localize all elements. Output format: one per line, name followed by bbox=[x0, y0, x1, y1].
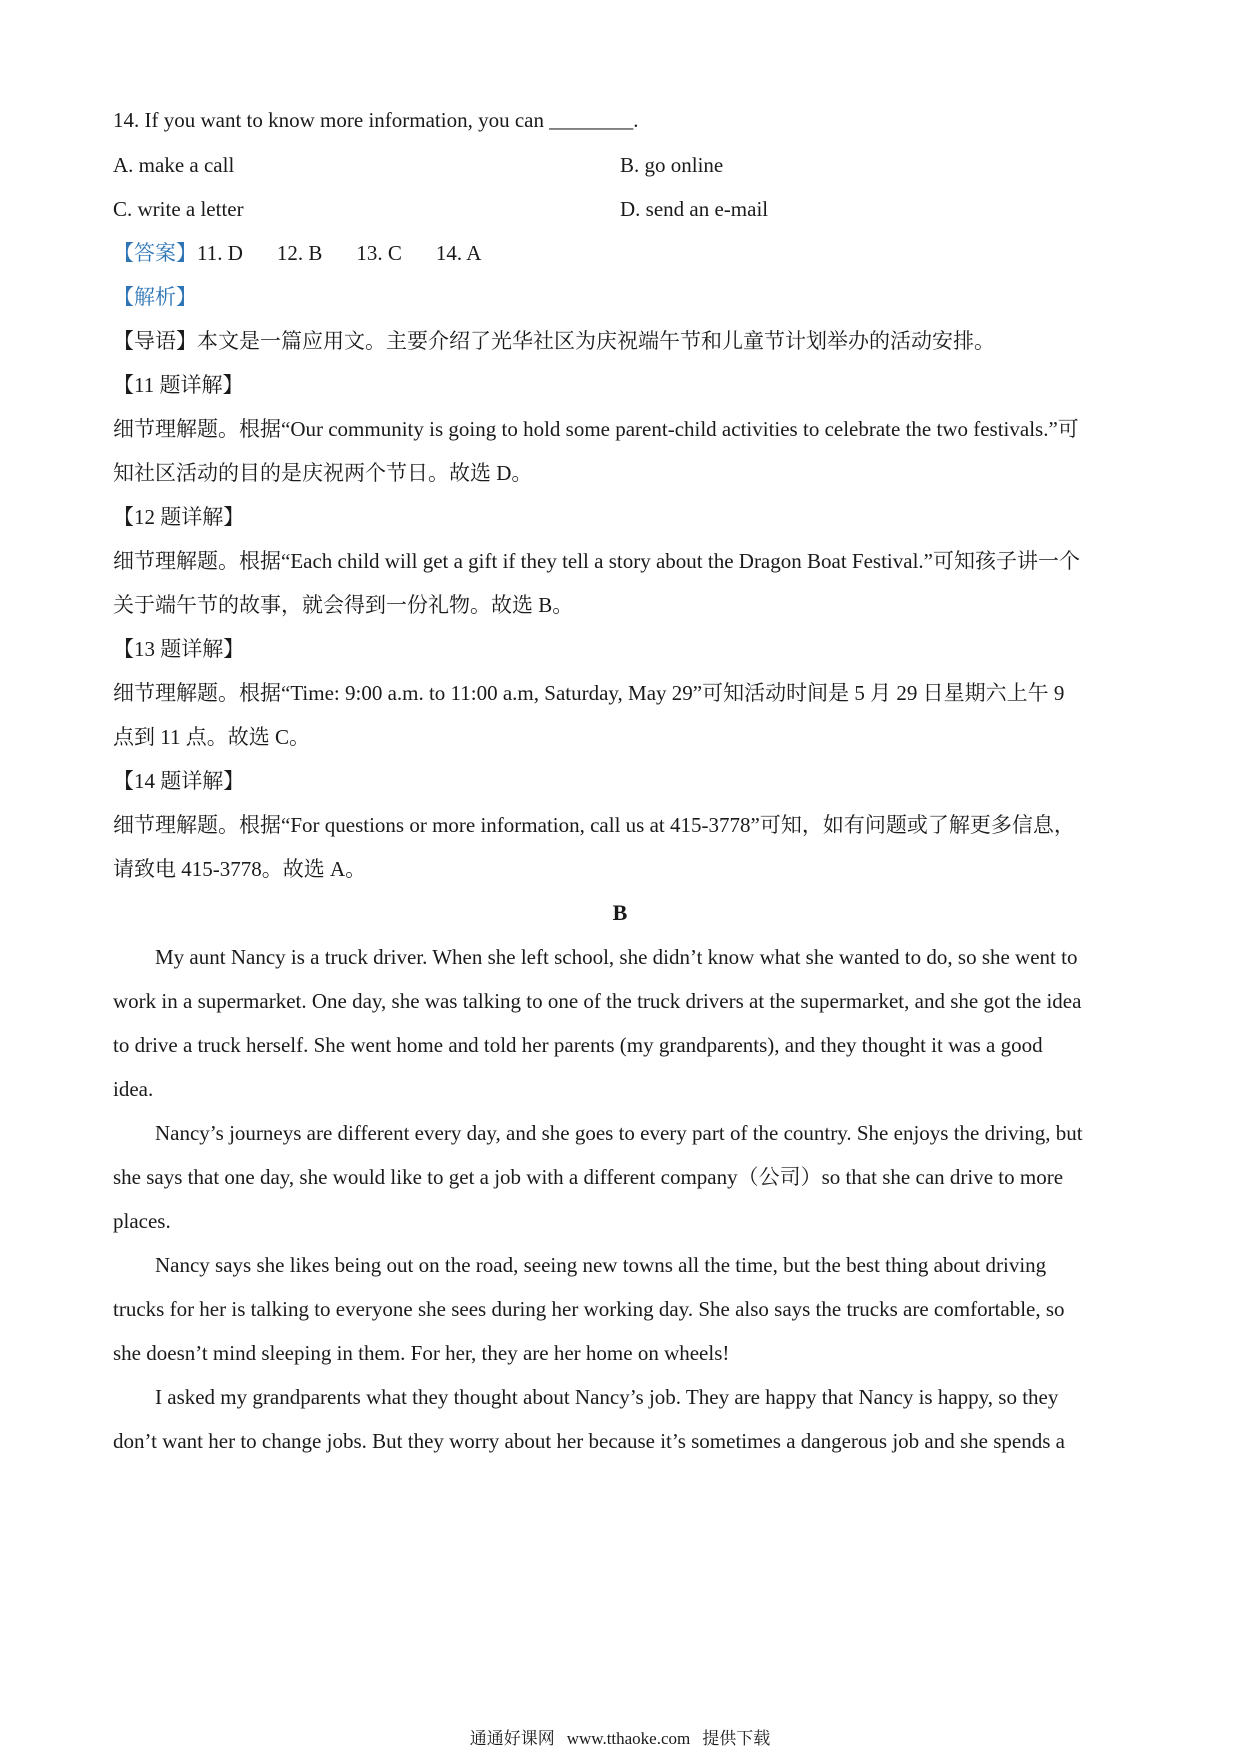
section-b-title: B bbox=[612, 900, 628, 925]
detail-line: 请致电 415-3778。故选 A。 bbox=[113, 857, 367, 881]
intro: 【导语】本文是一篇应用文。主要介绍了光华社区为庆祝端午节和儿童节计划举办的活动安排。 bbox=[113, 329, 995, 353]
detail-line: 细节理解题。根据“Our community is going to hold some parent-child activities to celebrate the two festivals.”可 bbox=[113, 417, 1079, 441]
passage-line: trucks for her is talking to everyone she sees during her working day. She also says the trucks are comfortable, so bbox=[113, 1297, 1065, 1321]
detail-line: 细节理解题。根据“For questions or more information, call us at 415-3778”可知，如有问题或了解更多信息， bbox=[113, 813, 1075, 837]
answer-item: 14. A bbox=[435, 241, 482, 265]
passage-line: places. bbox=[113, 1209, 171, 1233]
answer-line bbox=[113, 238, 1133, 268]
option-d: D. send an e-mail bbox=[620, 197, 769, 221]
passage-line: Nancy says she likes being out on the road, seeing new towns all the time, but the best thing about driving bbox=[155, 1253, 1047, 1277]
page-footer bbox=[0, 1728, 1240, 1750]
passage-line: she says that one day, she would like to get a job with a different company（公司）so that she can drive to more bbox=[113, 1165, 1064, 1189]
footer-url[interactable]: www.tthaoke.com bbox=[566, 1729, 691, 1748]
detail-heading: 【13 题详解】 bbox=[113, 637, 245, 661]
detail-line: 点到 11 点。故选 C。 bbox=[113, 725, 310, 749]
detail-heading: 【11 题详解】 bbox=[113, 373, 244, 397]
passage-line: Nancy’s journeys are different every day, and she goes to every part of the country. She enjoys the driving, but bbox=[155, 1121, 1083, 1145]
detail-line: 细节理解题。根据“Time: 9:00 a.m. to 11:00 a.m, Saturday, May 29”可知活动时间是 5 月 29 日星期六上午 9 bbox=[113, 681, 1065, 705]
answer-item: 11. D bbox=[197, 241, 243, 265]
option-a: A. make a call bbox=[113, 153, 235, 177]
passage-line: to drive a truck herself. She went home and told her parents (my grandparents), and they thought it was a good bbox=[113, 1033, 1043, 1057]
detail-line: 细节理解题。根据“Each child will get a gift if they tell a story about the Dragon Boat Festival.”可知孩子讲一个 bbox=[113, 549, 1080, 573]
passage-line: I asked my grandparents what they thought about Nancy’s job. They are happy that Nancy is happy, so they bbox=[155, 1385, 1059, 1409]
answer-item: 13. C bbox=[356, 241, 402, 265]
option-c: C. write a letter bbox=[113, 197, 244, 221]
footer-tail: 提供下载 bbox=[702, 1729, 771, 1748]
option-b: B. go online bbox=[620, 153, 724, 177]
passage-line: idea. bbox=[113, 1077, 154, 1101]
answer-item: 12. B bbox=[276, 241, 323, 265]
detail-heading: 【14 题详解】 bbox=[113, 769, 245, 793]
question-14-stem: 14. If you want to know more information, you can ________. bbox=[113, 108, 639, 132]
analysis-label: 【解析】 bbox=[113, 285, 197, 309]
passage-line: work in a supermarket. One day, she was talking to one of the truck drivers at the supermarket, and she got the idea bbox=[113, 989, 1082, 1013]
passage-line: she doesn’t mind sleeping in them. For her, they are her home on wheels! bbox=[113, 1341, 730, 1365]
detail-line: 知社区活动的目的是庆祝两个节日。故选 D。 bbox=[113, 461, 533, 485]
passage-line: don’t want her to change jobs. But they worry about her because it’s sometimes a dangerous job and she spends a bbox=[113, 1429, 1065, 1453]
passage-line: My aunt Nancy is a truck driver. When she left school, she didn’t know what she wanted to do, so she went to bbox=[155, 945, 1078, 969]
detail-line: 关于端午节的故事，就会得到一份礼物。故选 B。 bbox=[113, 593, 574, 617]
answer-label: 【答案】 bbox=[113, 241, 197, 265]
footer-site-name: 通通好课网 bbox=[469, 1729, 555, 1748]
detail-heading: 【12 题详解】 bbox=[113, 505, 245, 529]
